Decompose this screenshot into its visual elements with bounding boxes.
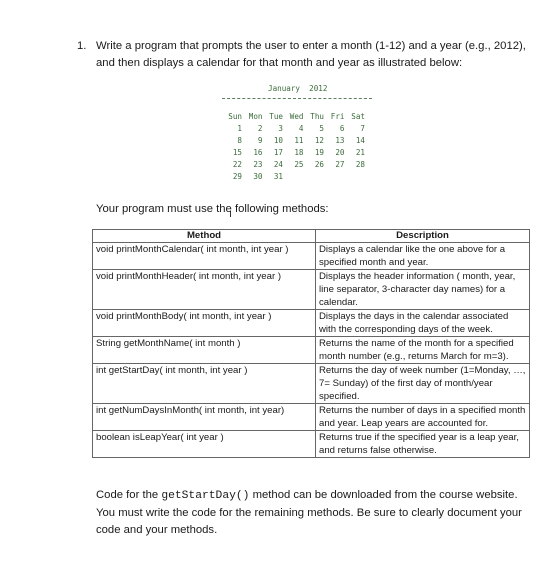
method-signature: int getNumDaysInMonth( int month, int year)	[93, 404, 316, 431]
table-row	[93, 404, 530, 431]
calendar-cell: 23	[253, 160, 263, 169]
calendar-cell: 13	[335, 136, 345, 145]
calendar-cell: 30	[253, 172, 263, 181]
method-column-header: Method	[93, 230, 316, 243]
calendar-separator	[222, 98, 372, 99]
calendar-cell: 18	[294, 148, 304, 157]
method-signature: String getMonthName( int month )	[93, 337, 316, 364]
calendar-cell: Fri	[330, 112, 345, 121]
calendar-cell: 12	[314, 136, 324, 145]
calendar-cell: 10	[273, 136, 283, 145]
description-column-header: Description	[316, 230, 530, 243]
question-text: Write a program that prompts the user to enter a month (1-12) and a year (e.g., 2012), and then displays a calendar for that month and year as illustrated below:	[96, 40, 526, 69]
footer-text-after: method can be downloaded from the course website. You must write the code for the remaining methods. Be sure to clearly document your code and your methods.	[96, 489, 522, 536]
calendar-cell: 25	[294, 160, 304, 169]
table-row	[93, 270, 530, 310]
calendar-cell: 27	[335, 160, 345, 169]
method-description: Returns the name of the month for a specified month number (e.g., returns March for m=3).	[316, 337, 530, 364]
calendar-cell: Thu	[310, 112, 324, 121]
method-description: Returns the day of week number (1=Monday, …, 7= Sunday) of the first day of month/year specified.	[316, 364, 530, 404]
calendar-cell: 21	[355, 148, 365, 157]
calendar-cell: 3	[278, 124, 283, 133]
calendar-title: January 2012	[268, 84, 328, 93]
footer-text-before: Code for the	[96, 489, 162, 501]
method-signature: boolean isLeapYear( int year )	[93, 431, 316, 458]
method-description: Returns true if the specified year is a leap year, and returns false otherwise.	[316, 431, 530, 458]
calendar-cell: 9	[257, 136, 263, 145]
calendar-cell: Tue	[269, 112, 283, 121]
table-row	[93, 431, 530, 458]
method-description: Displays the header information ( month, year, line separator, 3-character day names) for a calendar.	[316, 270, 530, 310]
calendar-cell: Sun	[228, 112, 242, 121]
calendar-cell: Wed	[289, 112, 304, 121]
calendar-cell: 19	[314, 148, 324, 157]
method-description: Displays a calendar like the one above for a specified month and year.	[316, 243, 530, 270]
calendar-cell: 2	[257, 124, 263, 133]
calendar-cell: 7	[360, 124, 365, 133]
table-row	[93, 243, 530, 270]
calendar-cell: 29	[232, 172, 242, 181]
method-signature: void printMonthHeader( int month, int year )	[93, 270, 316, 310]
calendar-cell: 1	[237, 124, 242, 133]
calendar-cell: 28	[355, 160, 365, 169]
method-signature: int getStartDay( int month, int year )	[93, 364, 316, 404]
calendar-cell: 11	[294, 136, 304, 145]
footer-method-code: getStartDay()	[161, 490, 250, 502]
calendar-cell: 24	[273, 160, 283, 169]
calendar-cell: 6	[339, 124, 345, 133]
calendar-cell: 31	[273, 172, 283, 181]
calendar-cell: 17	[273, 148, 283, 157]
calendar-cell: 14	[355, 136, 365, 145]
methods-intro: Your program must use the following methods:	[96, 203, 329, 215]
calendar-cell: Mon	[248, 112, 263, 121]
calendar-cell: 16	[253, 148, 263, 157]
table-header-row	[93, 230, 530, 243]
footer-paragraph	[96, 487, 528, 539]
calendar-cell: 8	[237, 136, 242, 145]
method-description: Displays the days in the calendar associated with the corresponding days of the week.	[316, 310, 530, 337]
method-signature: void printMonthCalendar( int month, int year )	[93, 243, 316, 270]
methods-table	[92, 229, 530, 458]
calendar-cell: 15	[232, 148, 242, 157]
calendar-cell: 5	[319, 124, 324, 133]
calendar-cell: 22	[232, 160, 242, 169]
method-description: Returns the number of days in a specified month and year. Leap years are accounted for.	[316, 404, 530, 431]
method-signature: void printMonthBody( int month, int year )	[93, 310, 316, 337]
question-number: 1.	[77, 40, 87, 52]
calendar-cell: 4	[298, 124, 304, 133]
table-row	[93, 337, 530, 364]
calendar-cell: Sat	[351, 112, 365, 121]
table-row	[93, 364, 530, 404]
calendar-cell: 20	[335, 148, 345, 157]
table-row	[93, 310, 530, 337]
calendar-cell: 26	[314, 160, 324, 169]
